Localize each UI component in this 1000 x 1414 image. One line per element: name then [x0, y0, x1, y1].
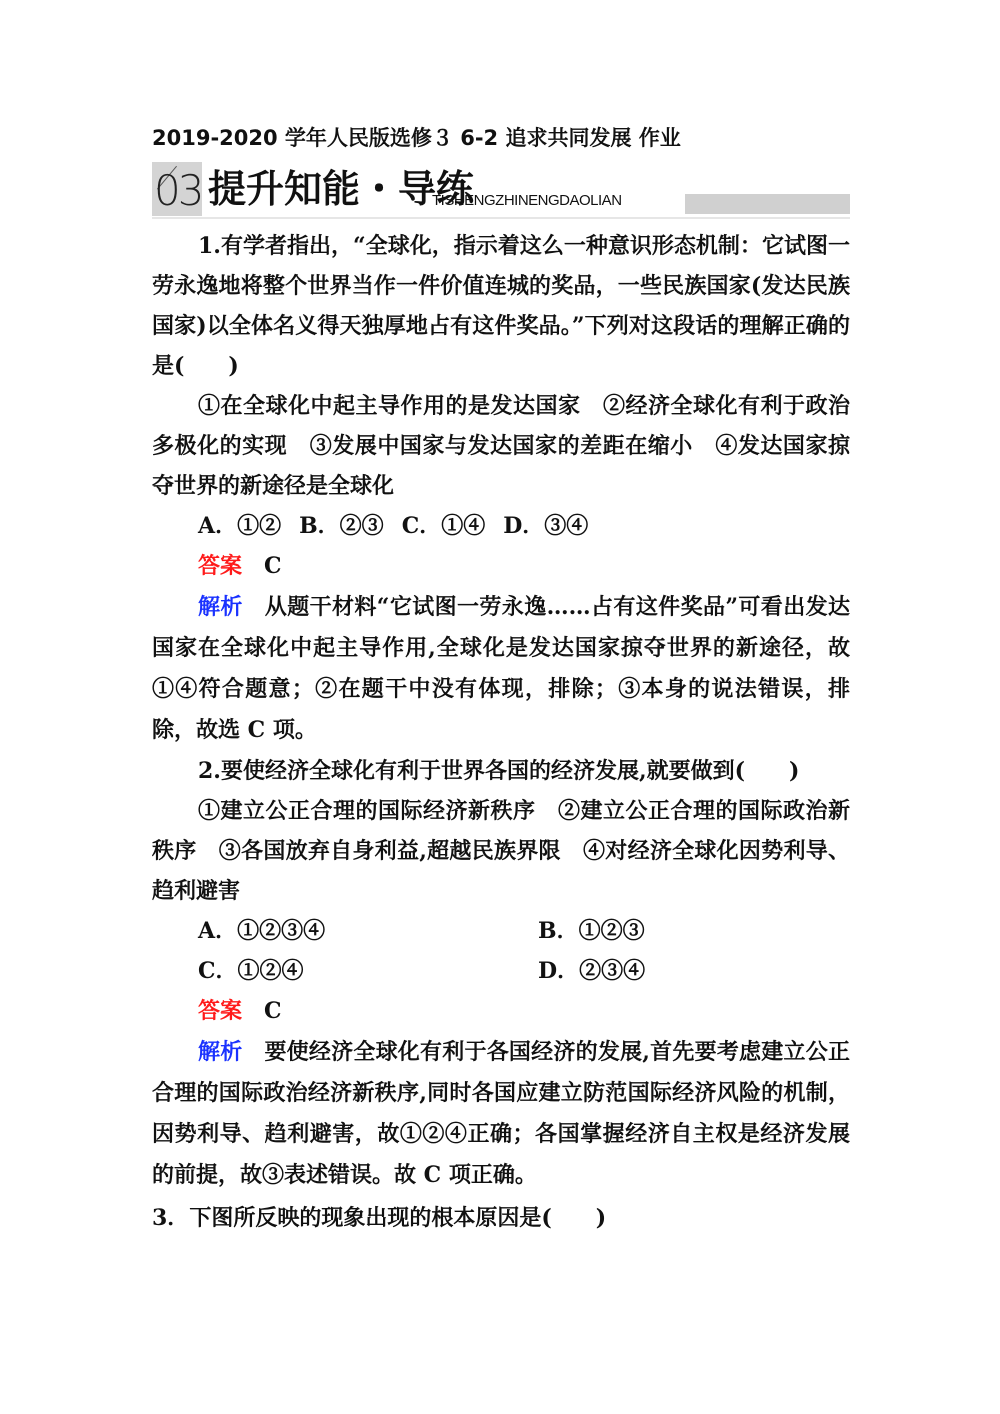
- option-a: A．①②③④: [198, 918, 326, 944]
- question-1-answer: [152, 546, 850, 587]
- section-title: 提升知能・导练: [208, 166, 475, 211]
- option-b: B．②③: [299, 513, 384, 539]
- option-c: C．①②④: [198, 958, 304, 984]
- analysis-label: 解析: [198, 1040, 243, 1065]
- question-text: 下图所反映的现象出现的根本原因是( ): [189, 1205, 607, 1231]
- question-number: 3．: [152, 1205, 190, 1231]
- answer-value: C: [264, 998, 282, 1024]
- question-2-analysis: [152, 1032, 850, 1196]
- question-2-options: [152, 911, 850, 991]
- question-text: 有学者指出，“全球化，指示着这么一种意识形态机制：它试图一劳永逸地将整个世界当作一件价值连城的奖品，一些民族国家(发达民族国家)以全体名义得天独厚地占有这件奖品。”下列对这段话的理解正确的是( ): [152, 233, 850, 379]
- section-number: 03: [154, 166, 202, 215]
- option-a: A．①②: [198, 513, 282, 539]
- banner-gray-bar: [685, 194, 850, 214]
- document-body: [152, 226, 850, 1238]
- question-1-analysis: [152, 587, 850, 751]
- answer-value: C: [264, 553, 282, 579]
- banner-underline: [152, 217, 850, 219]
- analysis-text: 要使经济全球化有利于各国经济的发展,首先要考虑建立公正合理的国际政治经济新秩序,同时各国应建立防范国际经济风险的机制，因势利导、趋利避害，故①②④正确；各国掌握经济自主权是经济发展的前提，故③表述错误。故 C 项正确。: [152, 1039, 850, 1188]
- question-number: 1.: [198, 233, 221, 259]
- question-1-statements: ①在全球化中起主导作用的是发达国家 ②经济全球化有利于政治多极化的实现 ③发展中国家与发达国家的差距在缩小 ④发达国家掠夺世界的新途径是全球化: [152, 393, 850, 499]
- answer-label: 答案: [198, 554, 243, 579]
- section-banner: [152, 160, 850, 216]
- option-d: D．②③④: [538, 958, 646, 984]
- document-title: 2019-2020 学年人民版选修３ 6-2 追求共同发展 作业: [152, 126, 681, 150]
- question-2-statements: ①建立公正合理的国际经济新秩序 ②建立公正合理的国际政治新秩序 ③各国放弃自身利益,超越民族界限 ④对经济全球化因势利导、趋利避害: [152, 798, 850, 904]
- question-2-answer: [152, 991, 850, 1032]
- section-pinyin: TISHENGZHINENGDAOLIAN: [432, 192, 622, 209]
- option-b: B．①②③: [538, 918, 645, 944]
- question-1-stem: [152, 226, 850, 386]
- question-text: 要使经济全球化有利于世界各国的经济发展,就要做到( ): [220, 758, 800, 784]
- option-c: C．①④: [401, 513, 486, 539]
- option-d: D．③④: [503, 513, 589, 539]
- question-1-options: [152, 506, 850, 546]
- question-number: 2.: [198, 758, 221, 784]
- question-3-stem: [152, 1198, 850, 1238]
- analysis-text: 从题干材料“它试图一劳永逸……占有这件奖品”可看出发达国家在全球化中起主导作用,全球化是发达国家掠夺世界的新途径，故①④符合题意；②在题干中没有体现，排除；③本身的说法错误，排除，故选 C 项。: [152, 594, 850, 743]
- question-2-stem: [152, 751, 850, 791]
- analysis-label: 解析: [198, 595, 243, 620]
- answer-label: 答案: [198, 999, 243, 1024]
